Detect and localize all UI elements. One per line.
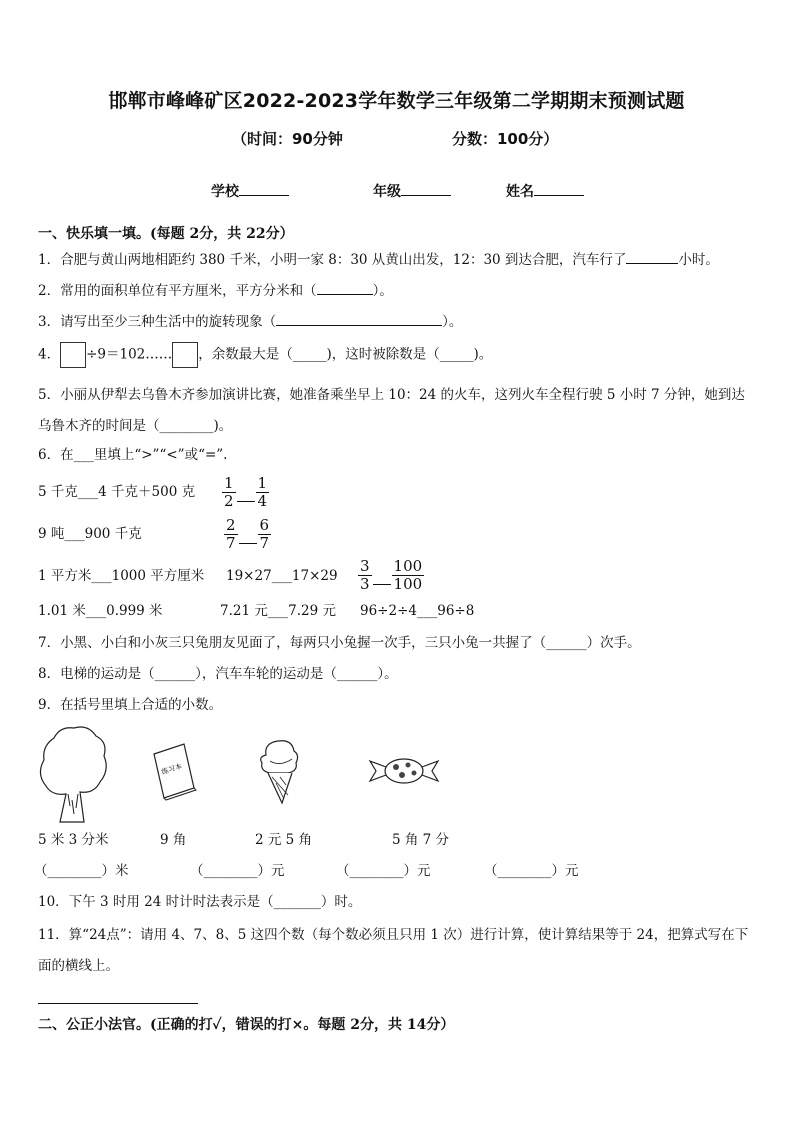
grade-blank[interactable] <box>401 181 451 196</box>
q6-row4-mid: 7.21 元___7.29 元 <box>220 603 336 619</box>
q6-row2-left: 9 吨___900 千克 <box>38 526 142 542</box>
name-blank[interactable] <box>534 181 584 196</box>
ice-cream-image <box>258 737 304 805</box>
q6-row3-left: 1 平方米___1000 平方厘米 <box>38 568 205 584</box>
q9-answer-1[interactable]: （________）米 <box>34 863 129 879</box>
question-3 <box>38 311 462 332</box>
q3-tail: ）。 <box>442 314 463 330</box>
frac-num: 2 <box>226 516 236 534</box>
q3-text: 3．请写出至少三种生活中的旋转现象（ <box>38 314 277 330</box>
q4-tail: ，余数最大是（_____)，这时被除数是（_____)。 <box>198 346 493 363</box>
q4-mid: ÷9＝102…… <box>86 346 173 363</box>
section1-heading: 一、快乐填一填。(每题 2分，共 22分） <box>38 226 294 242</box>
frac-num: 6 <box>259 516 270 534</box>
frac-den: 7 <box>259 534 270 552</box>
frac-den: 7 <box>226 534 236 552</box>
q3-blank[interactable] <box>276 311 442 326</box>
q6-fraction-compare-2 <box>224 515 271 552</box>
q6-row4-left: 1.01 米___0.999 米 <box>38 603 163 619</box>
frac-den: 3 <box>360 575 370 593</box>
q9-value-3: 2 元 5 角 <box>255 832 313 848</box>
q6-fraction-compare-1 <box>222 473 269 510</box>
frac-den: 4 <box>257 492 268 510</box>
candy-image <box>368 755 440 787</box>
q6-fraction-compare-3 <box>358 556 424 593</box>
frac-num: 3 <box>360 557 370 575</box>
q4-remainder-box[interactable] <box>172 342 198 368</box>
school-blank[interactable] <box>239 181 289 196</box>
question-11: 11．算“24点”：请用 4、7、8、5 这四个数（每个数必须且只用 1 次）进行计算，使计算结果等于 24，把算式写在下面的横线上。 <box>38 927 749 974</box>
frac-num: 100 <box>393 557 423 575</box>
exam-score: 分数：100分） <box>452 130 559 148</box>
q9-value-1: 5 米 3 分米 <box>38 832 109 848</box>
q4-dividend-box[interactable] <box>60 342 86 368</box>
q4-prefix: 4． <box>38 346 61 363</box>
question-6: 6．在___里填上“>”“<”或“=”. <box>38 447 228 463</box>
q6-row3-mid: 19×27___17×29 <box>226 568 338 584</box>
grade-field[interactable] <box>373 181 451 201</box>
frac-den: 2 <box>224 492 234 510</box>
q1-blank[interactable] <box>626 249 678 264</box>
q9-answer-3[interactable]: （________）元 <box>336 863 431 879</box>
frac-den: 100 <box>393 575 423 593</box>
book-label: 练习本 <box>160 762 183 777</box>
question-2 <box>38 280 393 301</box>
question-1 <box>38 249 719 270</box>
question-4 <box>38 342 492 368</box>
q9-value-4: 5 角 7 分 <box>392 832 450 848</box>
question-7: 7．小黑、小白和小灰三只兔朋友见面了，每两只小兔握一次手，三只小兔一共握了（______）次手。 <box>38 635 641 651</box>
q11-answer-line[interactable] <box>38 1003 198 1004</box>
q1-text: 1．合肥与黄山两地相距约 380 千米，小明一家 8：30 从黄山出发，12：30 到达合肥，汽车行了 <box>38 252 627 268</box>
question-5: 5．小丽从伊犁去乌鲁木齐参加演讲比赛，她准备乘坐早上 10：24 的火车，这列火车全程行驶 5 小时 7 分钟，她到达乌鲁木齐的时间是（________)。 <box>38 387 745 434</box>
frac-num: 1 <box>257 474 268 492</box>
school-field[interactable] <box>211 181 289 201</box>
q6-row1-left: 5 千克___4 千克＋500 克 <box>38 484 196 500</box>
q2-tail: ）。 <box>372 283 393 299</box>
q1-tail: 小时。 <box>678 252 719 268</box>
school-label: 学校 <box>211 184 239 200</box>
name-label: 姓名 <box>506 184 534 200</box>
q9-answer-4[interactable]: （________）元 <box>484 863 579 879</box>
q6-row4-right: 96÷2÷4___96÷8 <box>360 603 475 619</box>
page-title: 邯郸市峰峰矿区2022-2023学年数学三年级第二学期期末预测试题 <box>108 90 685 112</box>
q9-answer-2[interactable]: （________）元 <box>190 863 285 879</box>
exercise-book-image <box>150 742 198 802</box>
q9-value-2: 9 角 <box>160 832 187 848</box>
question-8: 8．电梯的运动是（______），汽车车轮的运动是（______）。 <box>38 666 398 682</box>
tree-image <box>38 724 108 824</box>
grade-label: 年级 <box>373 184 401 200</box>
question-10: 10．下午 3 时用 24 时计时法表示是（_______）时。 <box>38 894 362 910</box>
q2-blank[interactable] <box>317 280 373 295</box>
frac-num: 1 <box>224 474 234 492</box>
section2-heading: 二、公正小法官。(正确的打✓，错误的打×。每题 2分，共 14分） <box>38 1017 455 1033</box>
name-field[interactable] <box>506 181 584 201</box>
question-9: 9．在括号里填上合适的小数。 <box>38 697 223 713</box>
q2-text: 2．常用的面积单位有平方厘米，平方分米和（ <box>38 283 317 299</box>
exam-time: （时间：90分钟 <box>232 130 343 148</box>
